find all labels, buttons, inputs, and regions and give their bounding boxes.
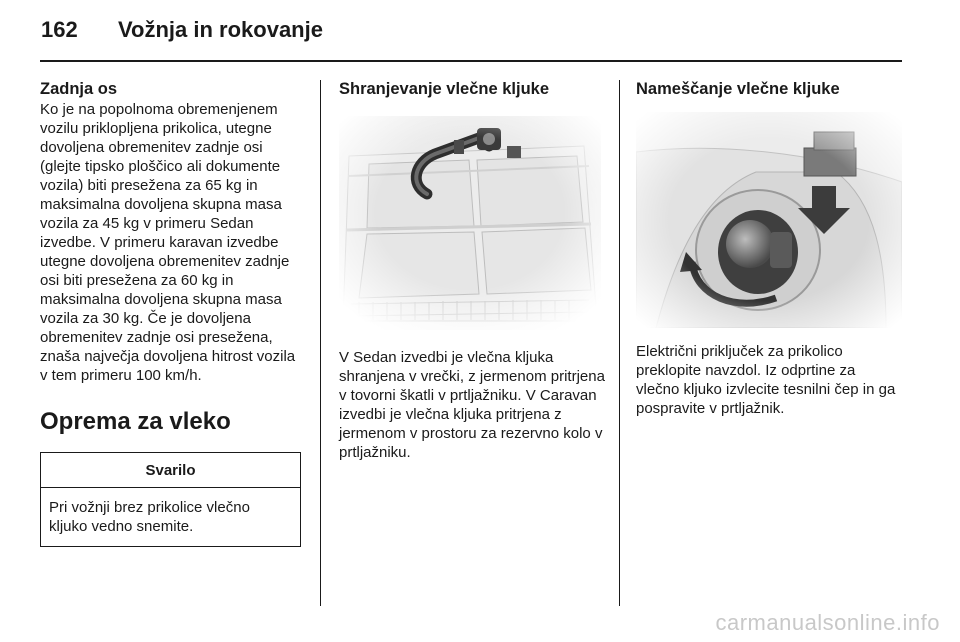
towbar-mounting-illustration	[636, 112, 902, 328]
rear-axle-heading: Zadnja os	[40, 80, 118, 98]
column-left	[40, 78, 304, 547]
section-title: Oprema za vleko	[40, 408, 231, 435]
storage-text: V Sedan izvedbi je vlečna kljuka shranjena v vrečki, z jermenom pritrjena v tovorni škatli v prtljažniku. V Caravan izvedbi je vlečna kljuka pritrjena z jermenom v prostoru za rezervno kolo v prtljažniku.	[339, 349, 605, 461]
chapter-title: Vožnja in rokovanje	[118, 17, 323, 42]
warning-title: Svarilo	[41, 453, 300, 488]
watermark: carmanualsonline.info	[715, 610, 940, 635]
storage-heading: Shranjevanje vlečne kljuke	[339, 80, 550, 98]
mounting-text: Električni priključek za prikolico preklopite navzdol. Iz odprtine za vlečno kljuko izvlecite tesnilni čep in ga pospravite v prtljažnik.	[636, 343, 896, 417]
column-divider-2	[619, 80, 620, 606]
warning-box	[40, 452, 301, 547]
page-number: 162	[41, 17, 78, 42]
header-rule	[40, 60, 902, 62]
towbar-storage-illustration	[339, 116, 601, 330]
warning-text: Pri vožnji brez prikolice vlečno kljuko vedno snemite.	[49, 499, 250, 535]
column-right	[636, 78, 902, 418]
rear-axle-text: Ko je na popolnoma obremenjenem vozilu priklopljena prikolica, utegne dovoljena obremenitev zadnje osi (glejte tipsko ploščico ali dokumente vozila) biti presežena za 65 kg in maksimalna dovoljena skupna masa vozila za 45 kg v primeru Sedan izvedbe. V primeru karavan izvedbe utegne dovoljena obremenitev zadnje osi biti presežena za 60 kg in maksimalna dovoljena skupna masa vozila za 30 kg. Če je dovoljena obremenitev zadnje osi presežena, znaša največja dovoljena hitrost vozila v tem primeru 100 km/h.	[40, 101, 296, 384]
column-divider-1	[320, 80, 321, 606]
mounting-heading: Nameščanje vlečne kljuke	[636, 80, 840, 98]
column-middle	[339, 78, 607, 462]
